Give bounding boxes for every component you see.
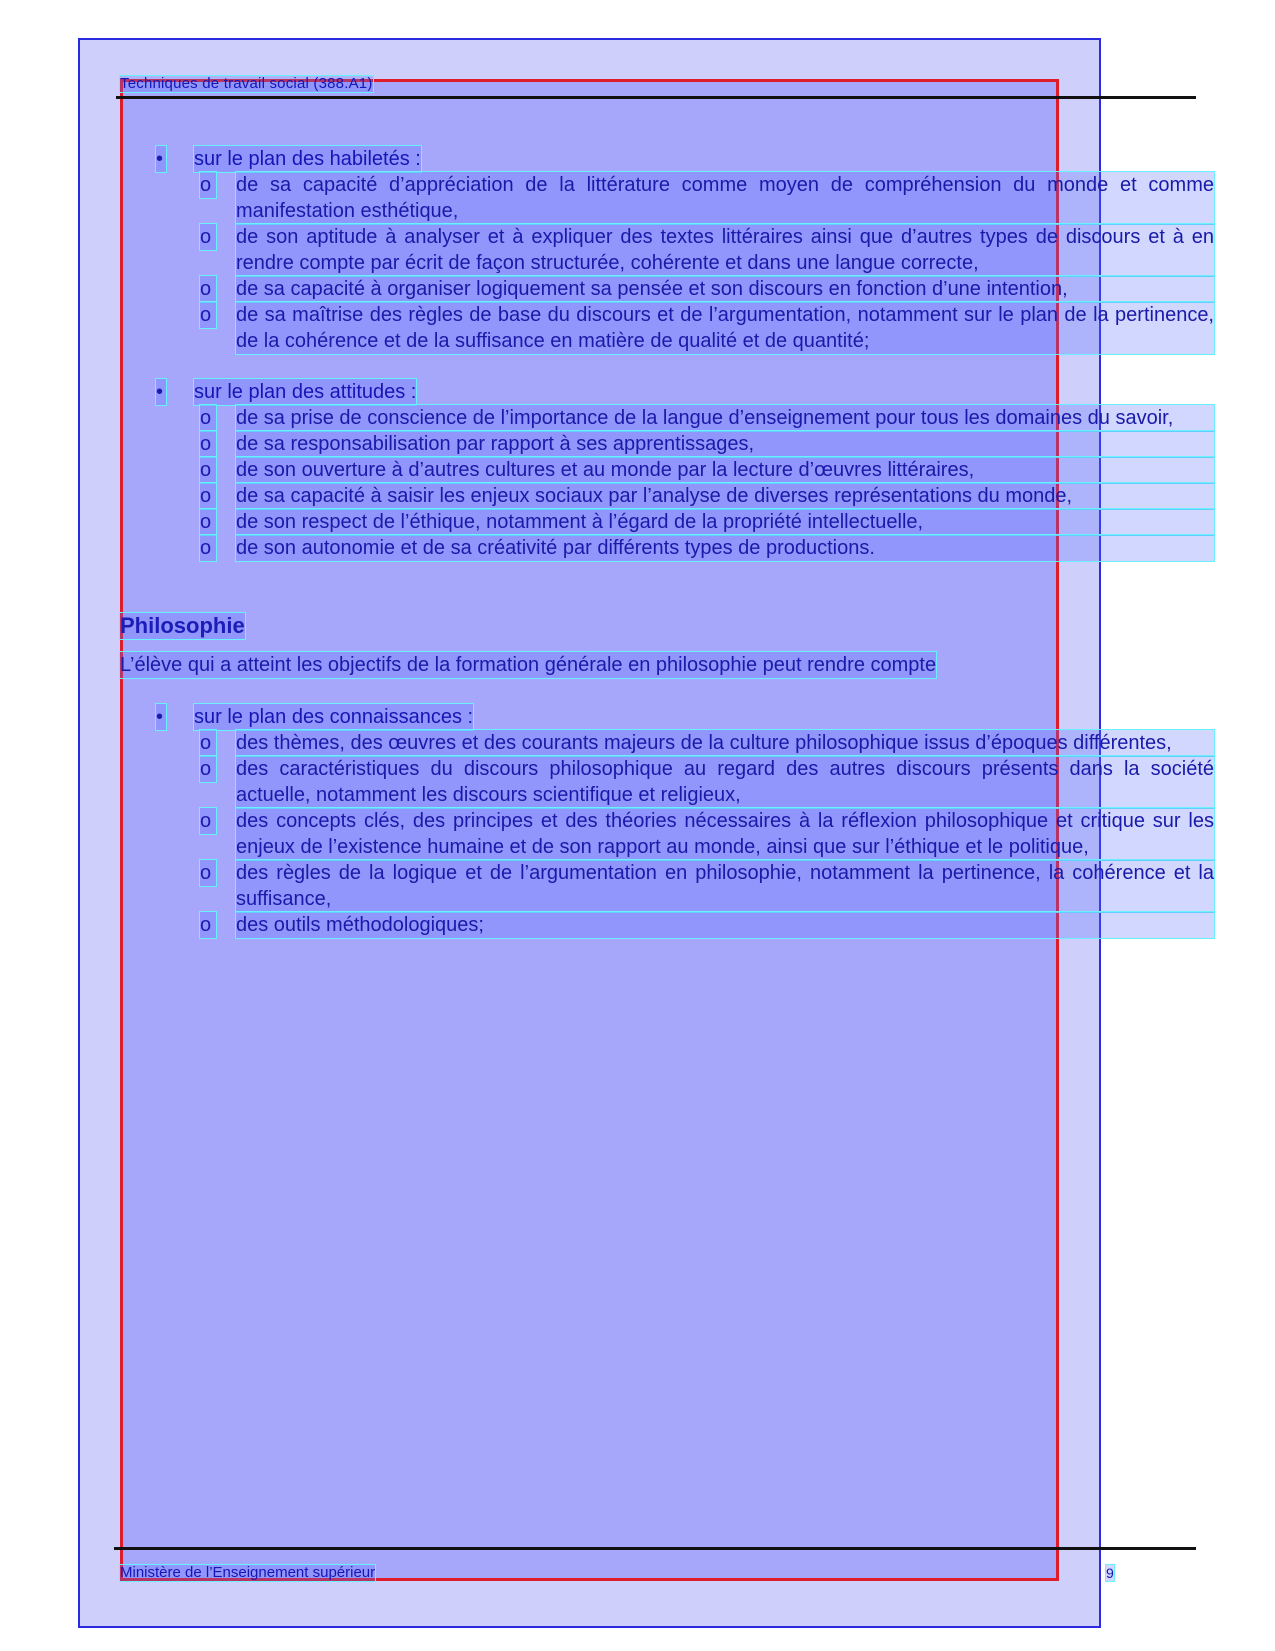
list-item-text: de son aptitude à analyser et à expliquer des textes littéraires ainsi que d’autres types de discours et à en rendre compte par écrit de façon structurée, cohérente et dans une langue correcte, bbox=[236, 226, 1214, 274]
sub-bullet-icon: o bbox=[200, 302, 216, 328]
list-connaissances bbox=[120, 730, 1220, 938]
list-item-text: de sa maîtrise des règles de base du discours et de l’argumentation, notamment sur le plan de la pertinence, de la cohérence et de la suffisance en matière de qualité et de quantité; bbox=[236, 304, 1214, 352]
bullet-icon: • bbox=[156, 379, 166, 405]
sub-bullet-icon: o bbox=[200, 405, 216, 431]
footer-rule bbox=[114, 1547, 1196, 1550]
list-attitudes bbox=[120, 405, 1220, 561]
sub-bullet-icon: o bbox=[200, 431, 216, 457]
sub-bullet-icon: o bbox=[200, 535, 216, 561]
list-item bbox=[200, 509, 1214, 535]
bullet-attitudes bbox=[156, 379, 1220, 405]
sub-bullet-icon: o bbox=[200, 172, 216, 198]
section-intro: L’élève qui a atteint les objectifs de la formation générale en philosophie peut rendre compte bbox=[120, 654, 937, 676]
list-item bbox=[200, 483, 1214, 509]
bullet-icon: • bbox=[156, 704, 166, 730]
list-item bbox=[200, 457, 1214, 483]
list-item-text: de son respect de l’éthique, notamment à l’égard de la propriété intellectuelle, bbox=[236, 509, 1214, 535]
list-item bbox=[200, 172, 1214, 224]
sub-bullet-icon: o bbox=[200, 860, 216, 886]
bullet-connaissances-label: sur le plan des connaissances : bbox=[194, 706, 474, 728]
list-item-text: de sa prise de conscience de l’importance de la langue d’enseignement pour tous les domaines du savoir, bbox=[236, 405, 1214, 431]
sub-bullet-icon: o bbox=[200, 483, 216, 509]
bullet-attitudes-label: sur le plan des attitudes : bbox=[194, 381, 417, 403]
header-rule bbox=[116, 96, 1196, 99]
list-item bbox=[200, 302, 1214, 354]
list-item-text: des caractéristiques du discours philosophique au regard des autres discours présents dans la société actuelle, notamment les discours scientifique et religieux, bbox=[236, 758, 1214, 806]
list-item-text: des règles de la logique et de l’argumentation en philosophie, notamment la pertinence, la cohérence et la suffisance, bbox=[236, 862, 1214, 910]
list-item-text: des concepts clés, des principes et des théories nécessaires à la réflexion philosophique et critique sur les enjeux de l’existence humaine et de son rapport au monde, ainsi que sur l’éthique et le politique, bbox=[236, 810, 1214, 858]
sub-bullet-icon: o bbox=[200, 730, 216, 756]
list-item bbox=[200, 431, 1214, 457]
list-item bbox=[200, 730, 1214, 756]
list-item bbox=[200, 912, 1214, 938]
section-heading-philosophie: Philosophie bbox=[120, 613, 245, 638]
document-content bbox=[120, 146, 1220, 938]
list-item bbox=[200, 405, 1214, 431]
list-item-text: des outils méthodologiques; bbox=[236, 912, 1214, 938]
list-item-text: des thèmes, des œuvres et des courants majeurs de la culture philosophique issus d’époques différentes, bbox=[236, 730, 1214, 756]
list-habiletes bbox=[120, 172, 1220, 354]
list-item bbox=[200, 860, 1214, 912]
list-item-text: de son ouverture à d’autres cultures et au monde par la lecture d’œuvres littéraires, bbox=[236, 457, 1214, 483]
list-item-text: de sa capacité à saisir les enjeux sociaux par l’analyse de diverses représentations du monde, bbox=[236, 483, 1214, 509]
footer-ministry: Ministère de l’Enseignement supérieur bbox=[120, 1564, 376, 1581]
bullet-habiletes bbox=[156, 146, 1220, 172]
sub-bullet-icon: o bbox=[200, 224, 216, 250]
bullet-connaissances bbox=[156, 704, 1220, 730]
bullet-icon: • bbox=[156, 146, 166, 172]
list-item bbox=[200, 276, 1214, 302]
sub-bullet-icon: o bbox=[200, 808, 216, 834]
sub-bullet-icon: o bbox=[200, 509, 216, 535]
sub-bullet-icon: o bbox=[200, 457, 216, 483]
header-title: Techniques de travail social (388.A1) bbox=[120, 75, 373, 92]
list-item-text: de sa capacité d’appréciation de la littérature comme moyen de compréhension du monde et comme manifestation esthétique, bbox=[236, 174, 1214, 222]
sub-bullet-icon: o bbox=[200, 912, 216, 938]
list-item bbox=[200, 756, 1214, 808]
list-item-text: de sa capacité à organiser logiquement sa pensée et son discours en fonction d’une intention, bbox=[236, 276, 1214, 302]
sub-bullet-icon: o bbox=[200, 276, 216, 302]
list-item-text: de sa responsabilisation par rapport à ses apprentissages, bbox=[236, 431, 1214, 457]
list-item bbox=[200, 535, 1214, 561]
list-item-text: de son autonomie et de sa créativité par différents types de productions. bbox=[236, 535, 1214, 561]
sub-bullet-icon: o bbox=[200, 756, 216, 782]
footer-page-number: 9 bbox=[1106, 1565, 1114, 1581]
list-item bbox=[200, 224, 1214, 276]
list-item bbox=[200, 808, 1214, 860]
bullet-habiletes-label: sur le plan des habiletés : bbox=[194, 148, 421, 170]
